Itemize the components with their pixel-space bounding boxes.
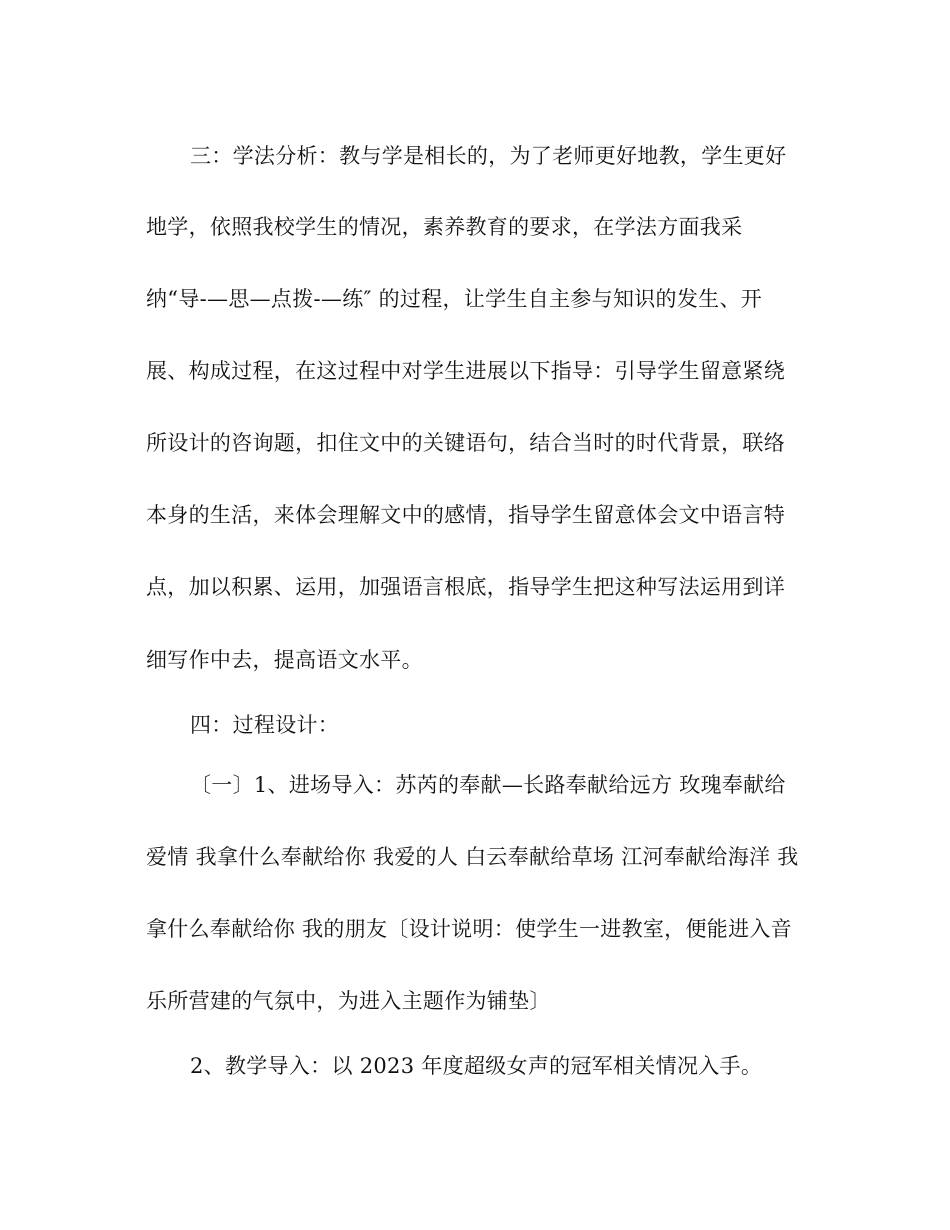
section-heading-process: 四：过程设计： — [190, 713, 340, 737]
paragraph-line-12: 乐所营建的气氛中，为进入主题作为铺垫〕 — [146, 989, 551, 1013]
paragraph-line-2: 地学，依照我校学生的情况，素养教育的要求，在学法方面我采 — [146, 215, 743, 239]
paragraph-line-8: 细写作中去，提高语文水平。 — [146, 648, 423, 672]
paragraph-line-13: 2、教学导入：以 2023 年度超级女声的冠军相关情况入手。 — [190, 1054, 763, 1078]
paragraph-line-5: 所设计的咨询题，扣住文中的关键语句，结合当时的时代背景，联络 — [146, 431, 785, 455]
paragraph-line-11: 拿什么奉献给你 我的朋友〔设计说明：使学生一进教室，便能进入音 — [146, 917, 792, 941]
paragraph-line-9: 〔一〕1、进场导入：苏芮的奉献—长路奉献给远方 玫瑰奉献给 — [190, 773, 786, 797]
paragraph-line-3: 纳“导-—思—点拨-—练″ 的过程，让学生自主参与知识的发生、开 — [146, 287, 763, 311]
paragraph-line-1: 三：学法分析：教与学是相长的，为了老师更好地教，学生更好 — [190, 144, 787, 168]
paragraph-line-7: 点，加以积累、运用，加强语言根底，指导学生把这种写法运用到详 — [146, 575, 785, 599]
paragraph-line-6: 本身的生活，来体会理解文中的感情，指导学生留意体会文中语言特 — [146, 503, 785, 527]
paragraph-line-10: 爱情 我拿什么奉献给你 我爱的人 白云奉献给草场 江河奉献给海洋 我 — [146, 845, 799, 869]
paragraph-line-4: 展、构成过程，在这过程中对学生进展以下指导：引导学生留意紧绕 — [146, 359, 785, 383]
